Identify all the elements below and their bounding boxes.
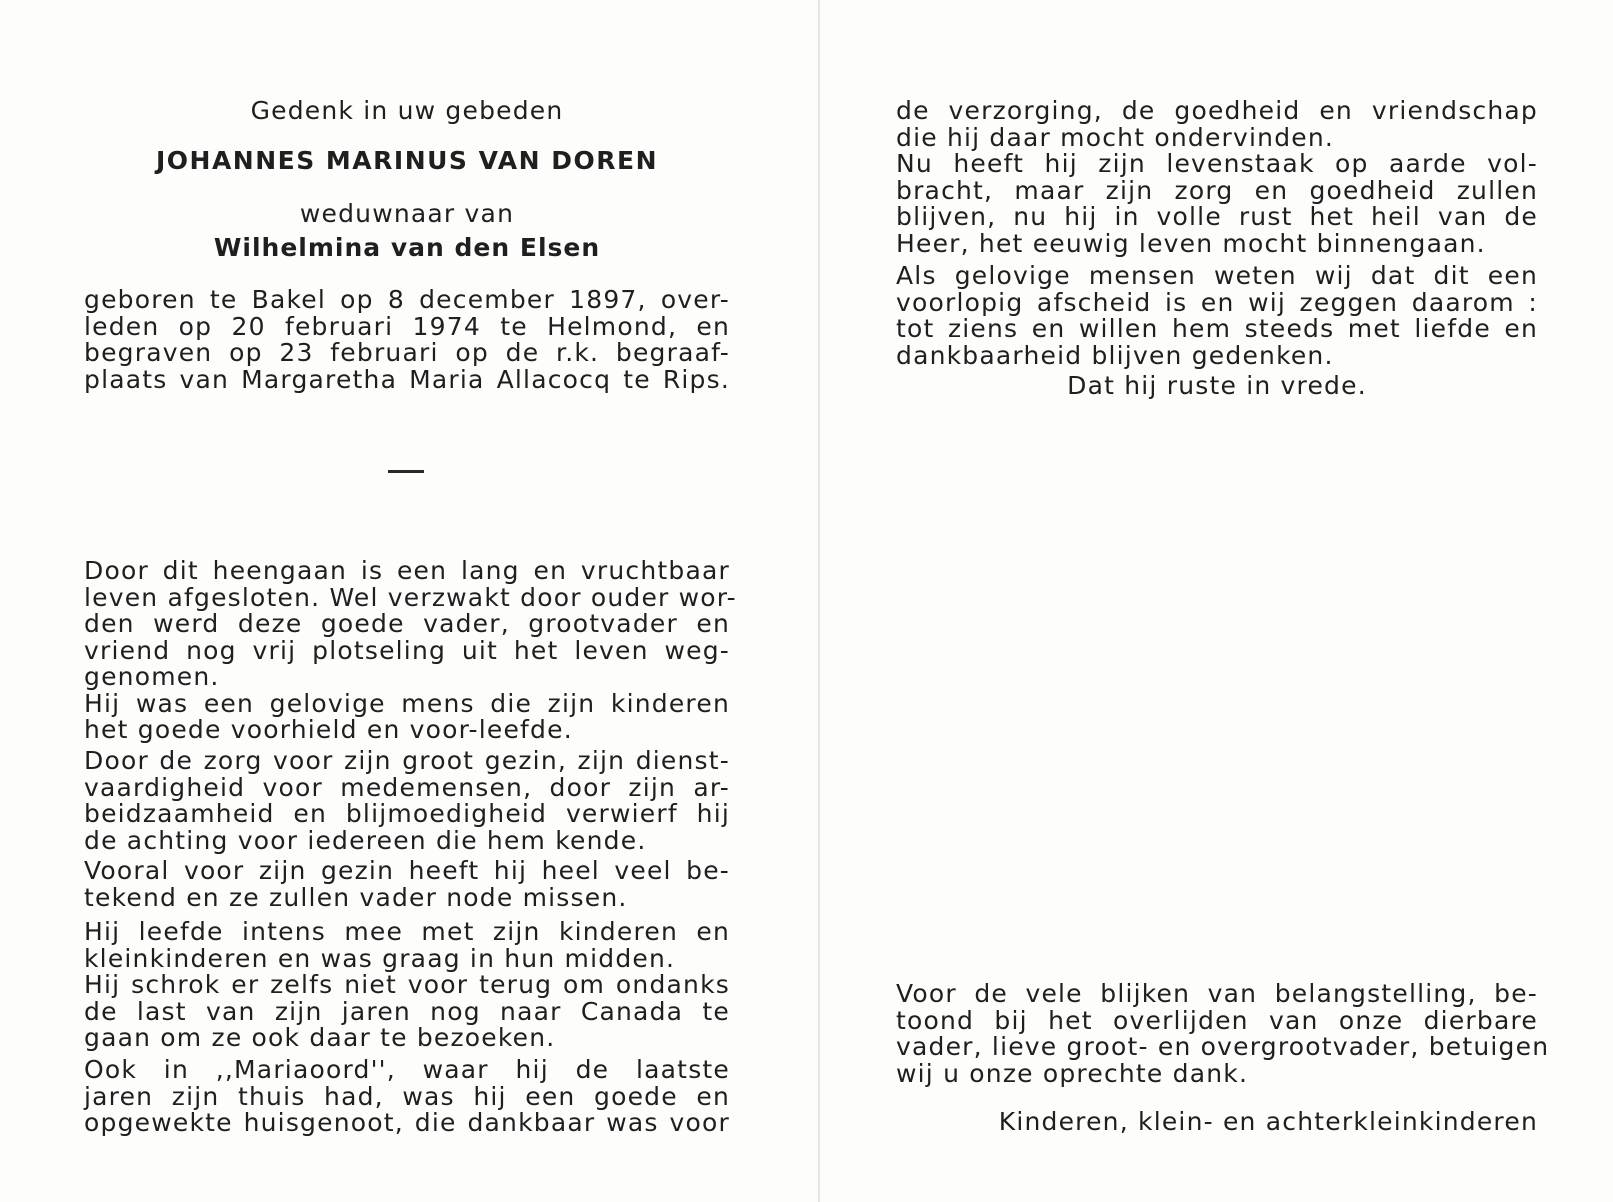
text-line: Ook in ,,Mariaoord'', waar hij de laatste	[84, 1055, 730, 1084]
text-line: de last van zijn jaren nog naar Canada te	[84, 996, 730, 1026]
text-line: opgewekte huisgenoot, die dankbaar was voor	[84, 1108, 730, 1137]
text-line: Hij was een gelovige mens die zijn kinderen	[84, 688, 730, 718]
card-fold	[818, 0, 820, 1202]
text-line: dankbaarheid blijven gedenken.	[896, 340, 1334, 370]
text-line: Voor de vele blijken van belangstelling, be-	[896, 979, 1538, 1008]
text-line: die hij daar mocht ondervinden.	[896, 122, 1335, 152]
text-line: voorlopig afscheid is en wij zeggen daarom :	[896, 287, 1538, 317]
deceased-name: JOHANNES MARINUS VAN DOREN	[155, 146, 659, 175]
text-line: den werd deze goede vader, grootvader en	[84, 609, 730, 638]
bio-paragraph	[84, 287, 730, 393]
text-line: genomen.	[84, 662, 220, 691]
bio-line: leden op 20 februari 1974 te Helmond, en	[84, 311, 730, 341]
text-line: jaren zijn thuis had, was hij een goede en	[84, 1081, 730, 1111]
text-line: tot ziens en willen hem steeds met liefde en	[896, 314, 1538, 343]
paragraph-4	[84, 919, 730, 1052]
text-line: Door de zorg voor zijn groot gezin, zijn dienst-	[84, 746, 730, 775]
bio-line: begraven op 23 februari op de r.k. begraaf-	[84, 338, 730, 367]
right-paragraph-1	[896, 98, 1538, 257]
text-line: kleinkinderen en was graag in hun midden.	[84, 943, 676, 973]
widower-of-text: weduwnaar van	[299, 199, 515, 228]
text-line: leven afgesloten. Wel verzwakt door ouder wor-	[84, 582, 737, 612]
text-line: blijven, nu hij in volle rust het heil van de	[896, 202, 1538, 231]
text-line: Vooral voor zijn gezin heeft hij heel veel be-	[84, 856, 730, 885]
text-line: Hij leefde intens mee met zijn kinderen en	[84, 917, 730, 946]
bio-line: plaats van Margaretha Maria Allacocq te Rips.	[84, 364, 730, 394]
text-line: het goede voorhield en voor-leefde.	[84, 715, 573, 744]
bio-line: geboren te Bakel op 8 december 1897, over-	[84, 285, 730, 314]
intro-text: Gedenk in uw gebeden	[250, 96, 564, 125]
separator-dash	[388, 470, 424, 473]
text-line: Hij schrok er zelfs niet voor terug om ondanks	[84, 970, 730, 999]
thanks-paragraph	[896, 979, 1550, 1088]
text-line: vader, lieve groot- en overgrootvader, betuigen	[896, 1032, 1550, 1061]
text-line: vriend nog vrij plotseling uit het leven weg-	[84, 635, 730, 665]
text-line: Door dit heengaan is een lang en vruchtbaar	[84, 556, 730, 585]
signature: Kinderen, klein- en achterkleinkinderen	[998, 1107, 1538, 1136]
right-paragraph-2	[896, 263, 1538, 369]
text-line: Als gelovige mensen weten wij dat dit een	[896, 261, 1538, 290]
text-line: bracht, maar zijn zorg en goedheid zullen	[896, 175, 1538, 205]
text-line: Heer, het eeuwig leven mocht binnengaan.	[896, 228, 1486, 258]
paragraph-5	[84, 1057, 730, 1137]
text-line: de achting voor iedereen die hem kende.	[84, 825, 647, 855]
text-line: toond bij het overlijden van onze dierbare	[896, 1005, 1538, 1035]
text-line: tekend en ze zullen vader node missen.	[84, 882, 628, 912]
text-line: beidzaamheid en blijmoedigheid verwierf hij	[84, 799, 730, 828]
paragraph-2	[84, 748, 730, 854]
text-line: gaan om ze ook daar te bezoeken.	[84, 1023, 556, 1052]
paragraph-3	[84, 858, 730, 911]
text-line: Nu heeft hij zijn levenstaak op aarde vol-	[896, 149, 1538, 178]
rest-in-peace: Dat hij ruste in vrede.	[1067, 371, 1367, 400]
paragraph-1	[84, 556, 737, 744]
text-line: de verzorging, de goedheid en vriendschap	[896, 96, 1538, 125]
text-line: vaardigheid voor medemensen, door zijn ar-	[84, 772, 730, 802]
text-line: wij u onze oprechte dank.	[896, 1058, 1249, 1088]
spouse-name: Wilhelmina van den Elsen	[213, 233, 601, 262]
